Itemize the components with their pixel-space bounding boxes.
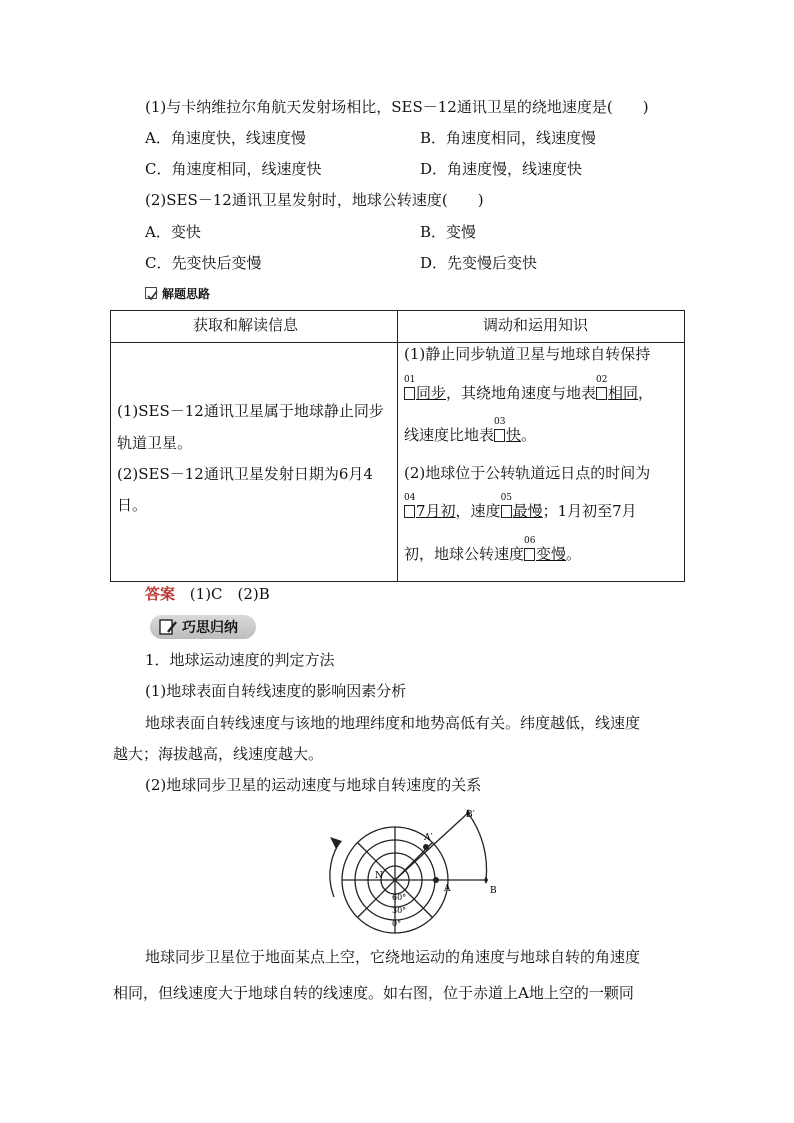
answer-text: (1)C (2)B <box>189 585 270 603</box>
table-header-left: 获取和解读信息 <box>193 316 299 334</box>
answer-label: 答案 <box>145 585 176 603</box>
q2-option-c: C．先变快后变慢 <box>145 254 262 272</box>
summary-para-1b: 越大；海拔越高，线速度越大。 <box>113 745 324 763</box>
fill-06: 变慢 <box>536 545 567 563</box>
label-lat-60: 60° <box>392 893 407 902</box>
section-label: 解题思路 <box>162 287 211 301</box>
pen-note-icon <box>158 618 178 636</box>
left-line-4: 日。 <box>117 496 148 514</box>
summary-para-1a: 地球表面自转线速度与该地的地理纬度和地势高低有关。纬度越低，线速度 <box>145 714 641 732</box>
q2-option-d: D．先变慢后变快 <box>420 254 538 272</box>
blank-box-03: 03 <box>494 429 505 442</box>
blank-box-01: 01 <box>404 387 415 400</box>
left-line-1: (1)SES－12通讯卫星属于地球静止同步 <box>117 402 384 420</box>
blank-box-04: 04 <box>404 505 415 518</box>
fill-05: 最慢 <box>512 502 543 520</box>
blank-box-05: 05 <box>501 505 512 518</box>
label-lat-30: 30° <box>392 906 407 915</box>
badge-label: 巧思归纳 <box>182 620 238 636</box>
q1-option-a: A．角速度快，线速度慢 <box>145 129 306 147</box>
check-icon <box>145 287 157 299</box>
fill-02: 相同 <box>608 384 639 402</box>
label-point-b-prime: B′ <box>466 810 475 820</box>
q2-option-b: B．变慢 <box>420 223 477 241</box>
summary-sub-1: (1)地球表面自转线速度的影响因素分析 <box>145 682 407 700</box>
fill-01: 同步 <box>416 384 447 402</box>
earth-rotation-diagram <box>320 805 510 935</box>
table-header-right: 调动和运用知识 <box>483 316 589 334</box>
label-point-a-prime: A′ <box>424 833 433 843</box>
rotation-arrow-icon <box>330 837 342 849</box>
right-line-1: (1)静止同步轨道卫星与地球自转保持 <box>404 345 651 363</box>
summary-para-2b: 相同，但线速度大于地球自转的线速度。如右图，位于赤道上A地上空的一颗同 <box>113 984 634 1002</box>
answer <box>145 584 270 604</box>
fill-03: 快 <box>506 426 522 444</box>
q1-option-c: C．角速度相同，线速度快 <box>145 160 322 178</box>
right-line-3: 线速度比地表 03 快。 <box>404 417 537 444</box>
label-point-b: B <box>490 886 497 896</box>
blank-box-02: 02 <box>596 387 607 400</box>
label-point-a: A <box>444 884 451 894</box>
summary-badge <box>150 615 256 639</box>
q1-option-b: B．角速度相同，线速度慢 <box>420 129 597 147</box>
left-line-3: (2)SES－12通讯卫星发射日期为6月4 <box>117 465 373 483</box>
label-north-pole: N <box>375 871 383 881</box>
summary-sub-2: (2)地球同步卫星的运动速度与地球自转速度的关系 <box>145 776 482 794</box>
q1-option-d: D．角速度慢，线速度快 <box>420 160 583 178</box>
summary-para-2a: 地球同步卫星位于地面某点上空，它绕地运动的角速度与地球自转的角速度 <box>145 948 641 966</box>
q1-stem: (1)与卡纳维拉尔角航天发射场相比，SES－12通讯卫星的绕地速度是( ) <box>145 98 649 116</box>
summary-heading: 1．地球运动速度的判定方法 <box>145 651 335 669</box>
right-line-2: 01 同步，其绕地角速度与地表 02 相同， <box>404 375 654 402</box>
reasoning-table <box>110 310 685 582</box>
q2-stem: (2)SES－12通讯卫星发射时，地球公转速度( ) <box>145 191 484 209</box>
right-line-5: 04 7月初，速度 05 最慢；1月初至7月 <box>404 493 637 520</box>
fill-04: 7月初 <box>416 502 456 520</box>
right-line-4: (2)地球位于公转轨道远日点的时间为 <box>404 464 651 482</box>
left-line-2: 轨道卫星。 <box>117 434 193 452</box>
label-lat-0: 0° <box>392 919 402 928</box>
blank-box-06: 06 <box>524 548 535 561</box>
q2-option-a: A．变快 <box>145 223 201 241</box>
right-line-6: 初，地球公转速度 06 变慢。 <box>404 536 582 563</box>
